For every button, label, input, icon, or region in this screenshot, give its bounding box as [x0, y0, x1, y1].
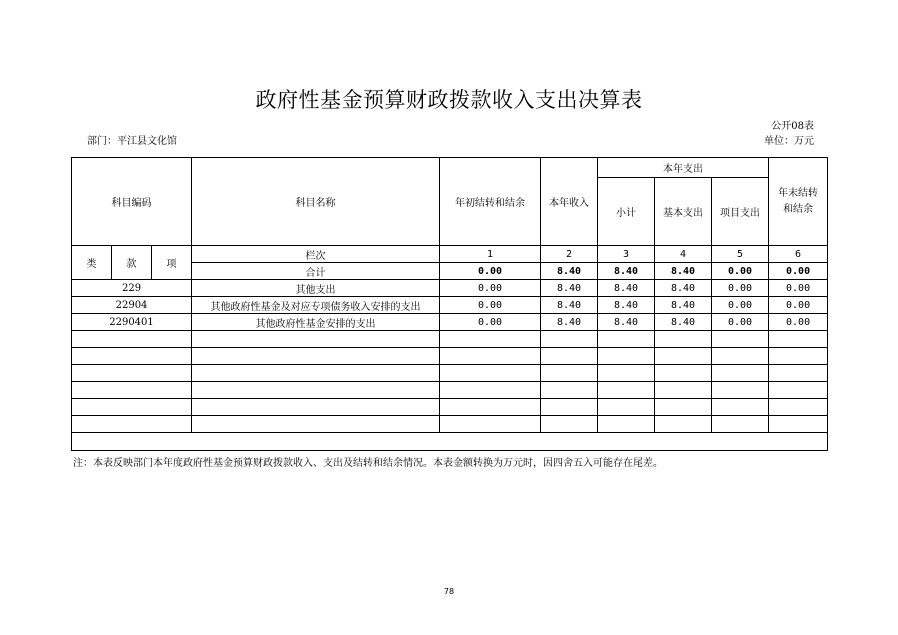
row-code: 229 [72, 280, 192, 297]
row-name: 其他政府性基金安排的支出 [192, 314, 440, 331]
table-row [72, 314, 828, 331]
row-cell: 8.40 [655, 280, 712, 297]
header-subtotal: 小计 [598, 178, 655, 246]
row-code: 22904 [72, 297, 192, 314]
row-name: 其他支出 [192, 280, 440, 297]
header-opening-balance: 年初结转和结余 [440, 158, 541, 246]
empty-row [72, 433, 828, 451]
header-project-expense: 项目支出 [712, 178, 769, 246]
col-number: 1 [440, 246, 541, 263]
empty-row [72, 348, 828, 365]
total-cell: 8.40 [598, 263, 655, 280]
row-name: 其他政府性基金及对应专项债务收入安排的支出 [192, 297, 440, 314]
header-lei: 类 [72, 246, 112, 280]
total-cell: 8.40 [655, 263, 712, 280]
row-cell: 0.00 [769, 297, 828, 314]
total-cell: 0.00 [712, 263, 769, 280]
row-cell: 8.40 [655, 314, 712, 331]
row-cell: 8.40 [541, 297, 598, 314]
budget-table [71, 157, 828, 451]
empty-row [72, 399, 828, 416]
total-cell: 8.40 [541, 263, 598, 280]
header-subject-name: 科目名称 [192, 158, 440, 246]
unit-label: 单位：万元 [764, 136, 814, 147]
header-current-income: 本年收入 [541, 158, 598, 246]
col-number: 3 [598, 246, 655, 263]
header-basic-expense: 基本支出 [655, 178, 712, 246]
column-index-label: 栏次 [192, 246, 440, 263]
col-number: 4 [655, 246, 712, 263]
row-cell: 0.00 [712, 297, 769, 314]
form-code: 公开08表 [771, 121, 814, 132]
row-cell: 8.40 [598, 314, 655, 331]
row-cell: 0.00 [440, 297, 541, 314]
row-cell: 0.00 [769, 280, 828, 297]
table-row [72, 297, 828, 314]
row-cell: 0.00 [769, 314, 828, 331]
page-title: 政府性基金预算财政拨款收入支出决算表 [255, 88, 643, 112]
header-kuan: 款 [112, 246, 152, 280]
total-cell: 0.00 [769, 263, 828, 280]
department-label: 部门：平江县文化馆 [87, 136, 177, 147]
header-xiang: 项 [152, 246, 192, 280]
col-number: 5 [712, 246, 769, 263]
row-code: 2290401 [72, 314, 192, 331]
table-note: 注：本表反映部门本年度政府性基金预算财政拨款收入、支出及结转和结余情况。本表金额转换为万元时，因四舍五入可能存在尾差。 [73, 458, 663, 469]
empty-row [72, 382, 828, 399]
header-current-expense: 本年支出 [598, 158, 769, 178]
row-cell: 0.00 [440, 280, 541, 297]
row-cell: 8.40 [598, 280, 655, 297]
header-closing-line1: 年末结转 [778, 187, 819, 199]
total-label: 合计 [192, 263, 440, 280]
header-subject-code: 科目编码 [72, 158, 192, 246]
row-cell: 8.40 [541, 314, 598, 331]
row-cell: 0.00 [440, 314, 541, 331]
header-closing-line2: 和结余 [783, 203, 814, 215]
empty-row [72, 416, 828, 433]
row-cell: 8.40 [541, 280, 598, 297]
row-cell: 0.00 [712, 314, 769, 331]
row-cell: 8.40 [598, 297, 655, 314]
col-number: 6 [769, 246, 828, 263]
empty-row [72, 331, 828, 348]
total-cell: 0.00 [440, 263, 541, 280]
row-cell: 8.40 [655, 297, 712, 314]
empty-row [72, 365, 828, 382]
table-row [72, 280, 828, 297]
page-number: 78 [443, 587, 455, 596]
header-closing-balance [769, 158, 828, 246]
col-number: 2 [541, 246, 598, 263]
row-cell: 0.00 [712, 280, 769, 297]
